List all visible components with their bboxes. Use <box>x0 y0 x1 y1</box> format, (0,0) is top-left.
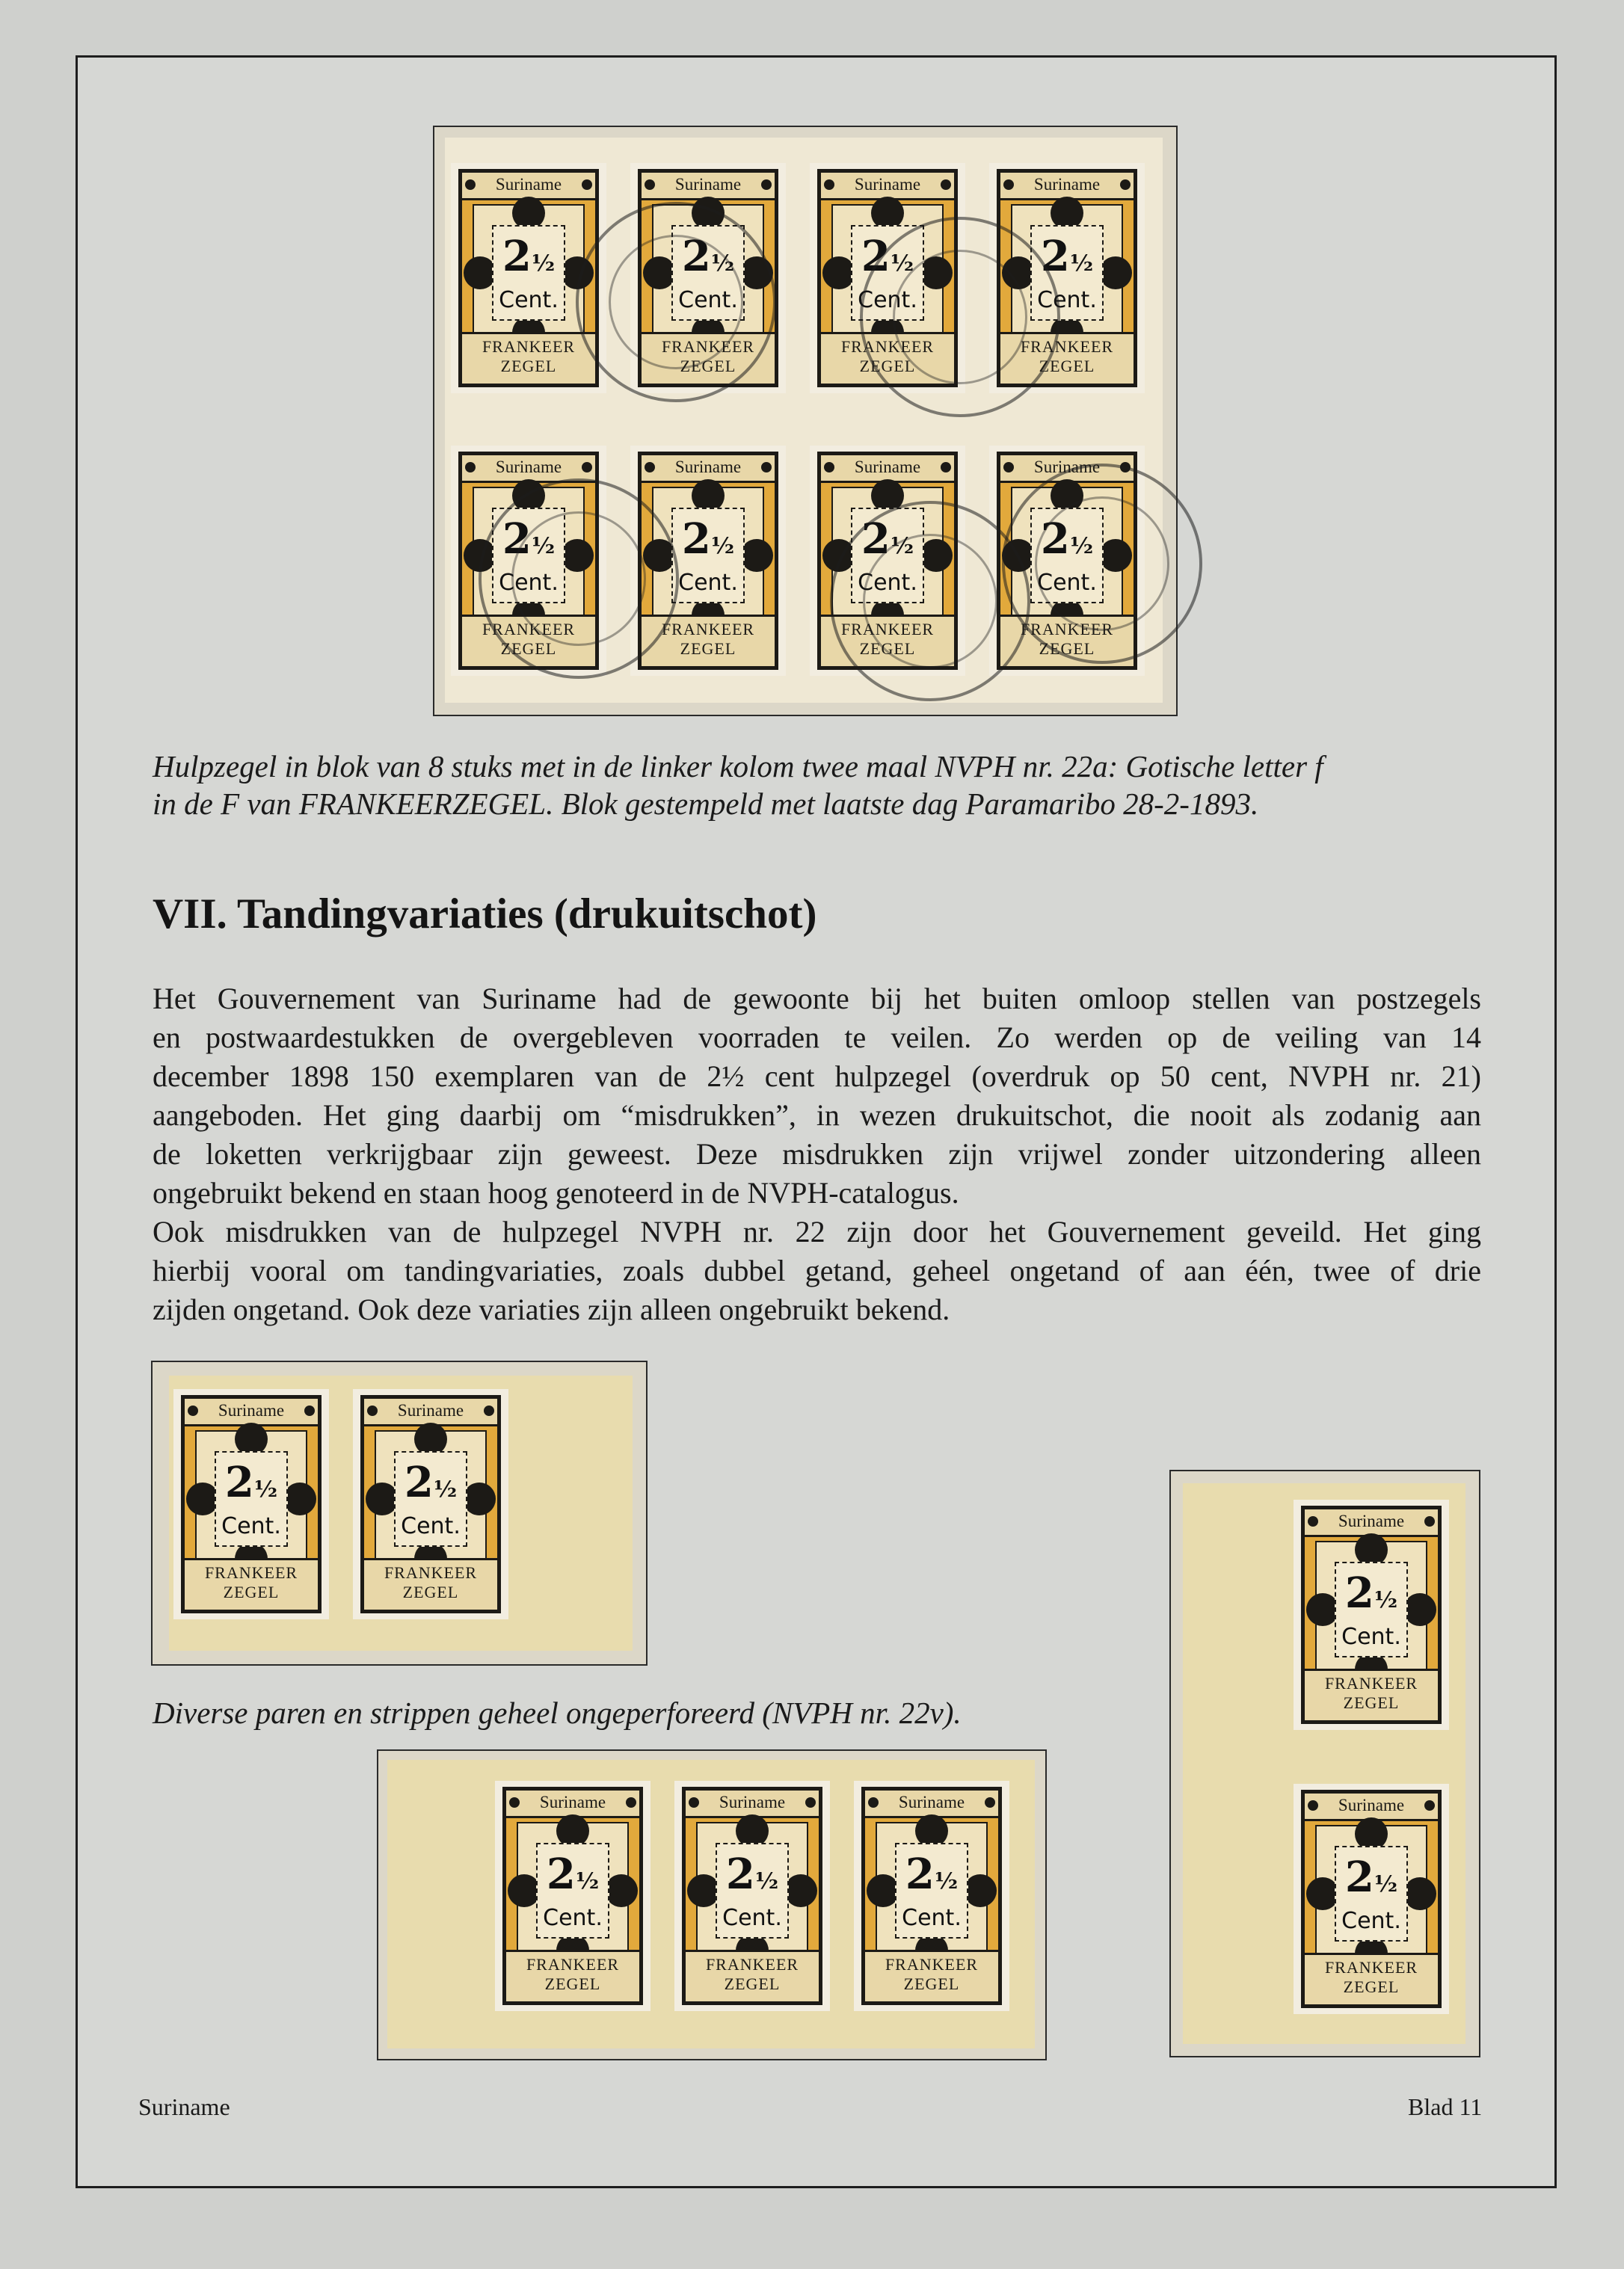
paragraph-line: ongebruikt bekend en staan hoog genoteerd in de NVPH-catalogus. <box>153 1176 959 1210</box>
imperf-caption: Diverse paren en strippen geheel ongeperforeerd (NVPH nr. 22v). <box>153 1696 962 1730</box>
stamp-strip-3: Suriname 2½ Cent. FRANKEER ZEGEL <box>854 1781 1009 2011</box>
postmark-cancel <box>479 478 679 679</box>
stamp-vertical-2: Suriname 2½ Cent. FRANKEER ZEGEL <box>1294 1784 1449 2014</box>
postmark-cancel <box>830 501 1030 701</box>
postmark-cancel <box>860 217 1060 417</box>
stamp-block-r1c3: Suriname 2½ Cent. FRANKEER ZEGEL <box>810 163 965 393</box>
stamp-block-r2c2: Suriname 2½ Cent. FRANKEER ZEGEL <box>630 446 786 676</box>
stamp-block-r1c4: Suriname 2½ Cent. FRANKEER ZEGEL <box>989 163 1145 393</box>
stamp-block-r1c1: Suriname 2½ Cent. FRANKEER ZEGEL <box>451 163 606 393</box>
stamp-block-r2c3: Suriname 2½ Cent. FRANKEER ZEGEL <box>810 446 965 676</box>
paragraph-line: zijden ongetand. Ook deze variaties zijn alleen ongebruikt bekend. <box>153 1293 950 1326</box>
stamp-pair-1: Suriname 2½ Cent. FRANKEER ZEGEL <box>173 1389 329 1619</box>
footer-left: Suriname <box>138 2093 230 2120</box>
stamp-vertical-1: Suriname 2½ Cent. FRANKEER ZEGEL <box>1294 1500 1449 1730</box>
stamp-strip-2: Suriname 2½ Cent. FRANKEER ZEGEL <box>674 1781 830 2011</box>
paragraph-line: en postwaardestukken de overgebleven voorraden te veilen. Zo werden op de veiling van 14 <box>153 1020 1481 1054</box>
paragraph-line: hierbij vooral om tandingvariaties, zoals dubbel getand, geheel ongetand of aan één, twee of drie <box>153 1254 1481 1287</box>
footer-right: Blad 11 <box>1408 2093 1483 2120</box>
stamp-pair-2: Suriname 2½ Cent. FRANKEER ZEGEL <box>353 1389 508 1619</box>
stamp-block-r2c1: Suriname 2½ Cent. FRANKEER ZEGEL <box>451 446 606 676</box>
paragraph-line: Ook misdrukken van de hulpzegel NVPH nr. 22 zijn door het Gouvernement geveild. Het ging <box>153 1215 1481 1249</box>
postmark-cancel <box>1002 464 1202 664</box>
paragraph-line: Het Gouvernement van Suriname had de gewoonte bij het buiten omloop stellen van postzegels <box>153 982 1481 1015</box>
postmark-cancel <box>576 202 776 402</box>
paragraph-line: aangeboden. Het ging daarbij om “misdrukken”, in wezen drukuitschot, die nooit als zodanig aan <box>153 1098 1481 1132</box>
stamp-country: Suriname <box>495 175 562 194</box>
section-heading: VII. Tandingvariaties (drukuitschot) <box>153 890 817 938</box>
stamp-strip-1: Suriname 2½ Cent. FRANKEER ZEGEL <box>495 1781 650 2011</box>
stamp-block-r2c4: Suriname 2½ Cent. FRANKEER ZEGEL <box>989 446 1145 676</box>
stamp-block-r1c2: Suriname 2½ Cent. FRANKEER ZEGEL <box>630 163 786 393</box>
paragraph-line: de loketten verkrijgbaar zijn geweest. Deze misdrukken zijn vrijwel zonder uitzondering alleen <box>153 1137 1481 1171</box>
block-caption: Hulpzegel in blok van 8 stuks met in de linker kolom twee maal NVPH nr. 22a: Gotische letter f in de F van FRANKEERZEGEL. Blok gestempeld met laatste dag Paramaribo 28-2-1893. <box>153 749 1323 821</box>
paragraph-line: december 1898 150 exemplaren van de 2½ cent hulpzegel (overdruk op 50 cent, NVPH nr. 21) <box>153 1059 1481 1093</box>
